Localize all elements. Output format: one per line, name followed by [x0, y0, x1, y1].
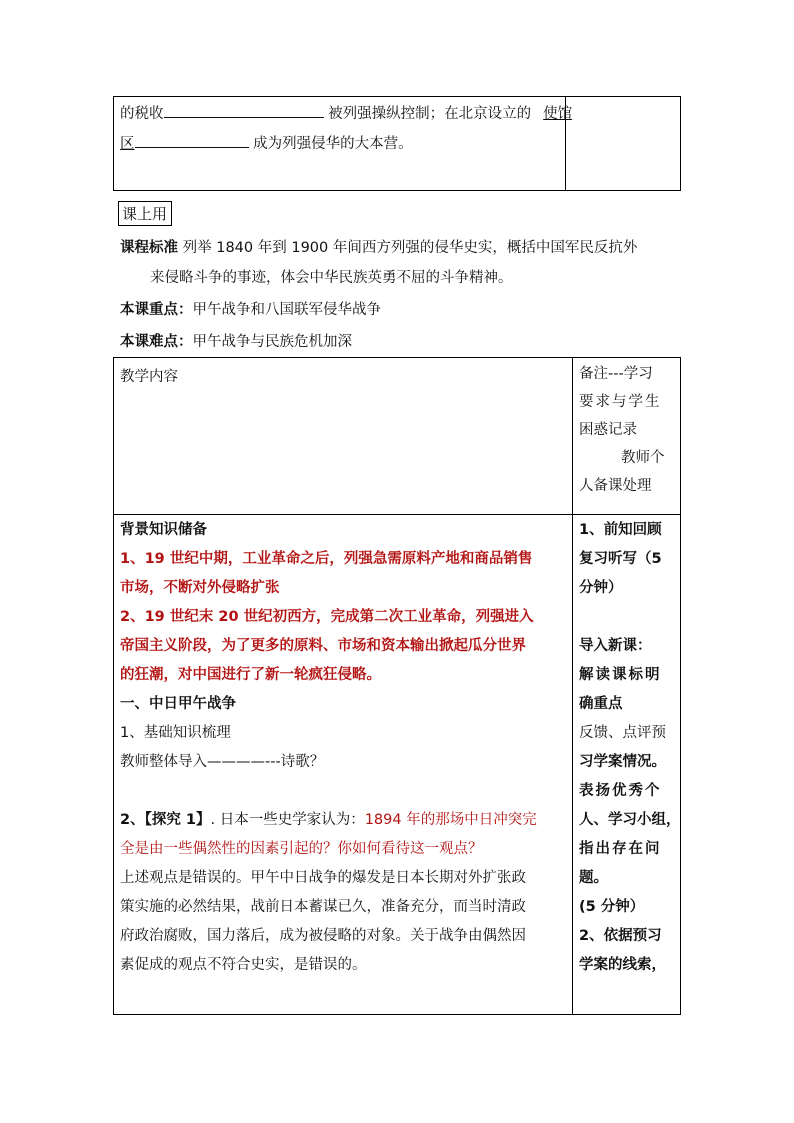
inquiry-label: 2、【探究 1】: [120, 812, 211, 828]
note-line: 2、依据预习: [579, 928, 662, 944]
note-line: 人、学习小组，: [579, 812, 681, 828]
main-table-divider: [572, 357, 573, 1015]
answer-line: 府政治腐败，国力落后，成为被侵略的对象。关于战争由偶然因: [120, 928, 526, 944]
header-notes: [579, 364, 679, 504]
header-teaching-content: 教学内容: [120, 369, 178, 385]
section-1-title: 一、中日甲午战争: [120, 696, 236, 712]
top-row2-suffix: 成为列强侵华的大本营。: [253, 136, 413, 152]
note-line: [579, 607, 679, 636]
section-tag: 课上用: [118, 201, 172, 226]
content-column: [120, 520, 568, 984]
answer-line: 策实施的必然结果，战前日本蓄谋已久，准备充分，而当时清政: [120, 899, 526, 915]
red-point-1a: 1、19 世纪中期，工业革命之后，列强急需原料产地和商品销售: [120, 551, 533, 567]
inquiry-text-red: 1894 年的那场中日冲突完: [364, 812, 537, 828]
top-row1-mid: 被列强操纵控制；在北京设立的: [328, 106, 532, 122]
key-point: [120, 300, 381, 320]
note-line: 确重点: [579, 696, 623, 712]
note-line: 题。: [579, 870, 608, 886]
key-point-text: 甲午战争和八国联军侵华战争: [192, 302, 381, 318]
note-line: 学案的线索，: [579, 957, 666, 973]
answer-line: 上述观点是错误的。甲午中日战争的爆发是日本长期对外扩张政: [120, 870, 526, 886]
header-note-line: 要求与学生: [579, 394, 662, 410]
note-line: 分钟）: [579, 580, 623, 596]
header-note-line: 困惑记录: [579, 422, 637, 438]
note-line: 复习听写（5: [579, 551, 662, 567]
top-row2-prefix: 区: [120, 136, 135, 152]
bg-knowledge-title: 背景知识储备: [120, 522, 207, 538]
difficult-point-text: 甲午战争与民族危机加深: [192, 334, 352, 350]
inquiry-question-2: 全是由一些偶然性的因素引起的？你如何看待这一观点？: [120, 841, 483, 857]
standard-label: 课程标准: [120, 240, 178, 256]
note-line: 习学案情况。: [579, 754, 666, 770]
course-standard: [120, 238, 637, 258]
inquiry-text-black: . 日本一些史学家认为：: [210, 812, 365, 828]
difficult-point-label: 本课难点：: [120, 334, 193, 350]
standard-line1: 列举 1840 年到 1900 年间西方列强的侵华史实，概括中国军民反抗外: [182, 240, 638, 256]
note-line: 表扬优秀个: [579, 783, 662, 799]
header-note-line: 教师个: [621, 450, 665, 466]
note-line: 解读课标明: [579, 667, 662, 683]
red-point-2b: 帝国主义阶段，为了更多的原料、市场和资本输出掀起瓜分世界: [120, 638, 526, 654]
notes-column: [579, 520, 679, 984]
top-row-1: [120, 103, 572, 124]
top-row1-answer: 使馆: [543, 106, 573, 122]
top-row-2: [120, 133, 413, 154]
main-table-header-line: [113, 514, 681, 515]
note-line: (5 分钟）: [579, 899, 645, 915]
red-point-1b: 市场，不断对外侵略扩张: [120, 580, 280, 596]
note-line: 指出存在问: [579, 841, 662, 857]
note-line: 1、前知回顾: [579, 522, 662, 538]
answer-line: 素促成的观点不符合史实，是错误的。: [120, 957, 367, 973]
note-line: 导入新课：: [579, 638, 652, 654]
note-line: 反馈、点评预: [579, 725, 666, 741]
blank-field-1: [164, 103, 324, 118]
header-note-line: 备注---学习: [579, 366, 653, 382]
red-point-2c: 的狂潮，对中国进行了新一轮疯狂侵略。: [120, 667, 381, 683]
sub-1-title: 1、基础知识梳理: [120, 725, 231, 741]
teacher-intro: 教师整体导入————---诗歌？: [120, 754, 325, 770]
key-point-label: 本课重点：: [120, 302, 193, 318]
red-point-2a: 2、19 世纪末 20 世纪初西方，完成第二次工业革命，列强进入: [120, 609, 534, 625]
inquiry-question-1: [120, 810, 568, 839]
standard-line2: 来侵略斗争的事迹，体会中华民族英勇不屈的斗争精神。: [150, 270, 513, 286]
header-note-line: 人备课处理: [579, 478, 652, 494]
blank-field-2: [135, 133, 249, 148]
top-row1-prefix: 的税收: [120, 106, 164, 122]
difficult-point: [120, 332, 352, 352]
